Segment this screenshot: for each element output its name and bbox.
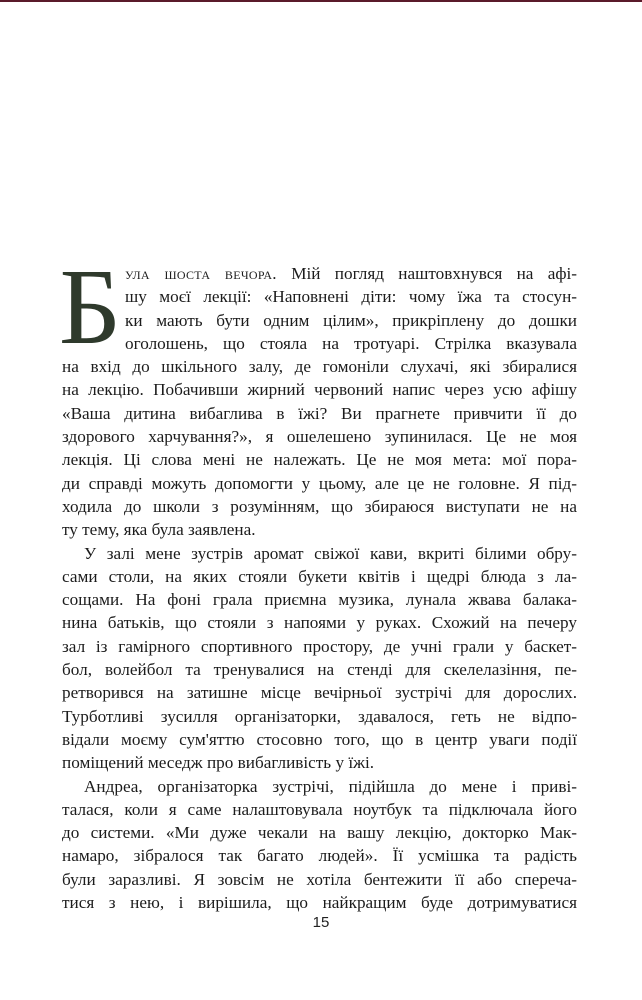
- text-line: бол, волейбол та тренувалися на стенді для скелелазіння, пе-: [62, 660, 577, 680]
- text-line: ки мають бути одним цілим», прикріплену до дошки: [125, 310, 577, 330]
- top-edge-rule: [0, 0, 642, 2]
- text-line: лекція. Ці слова мені не належать. Це не моя мета: мої пора-: [62, 450, 577, 470]
- page-number: 15: [312, 914, 330, 931]
- text-line: сощами. На фоні грала приємна музика, лунала жвава балака-: [62, 590, 577, 610]
- text-line: талася, коли я саме налаштовувала ноутбук та підключала його: [62, 799, 577, 819]
- text-line: ретворився на затишне місце вечірньої зустрічі для дорослих.: [62, 683, 577, 703]
- text-line: оголошень, що стояла на тротуарі. Стрілка вказувала: [125, 333, 577, 353]
- page-body: [59, 248, 577, 914]
- drop-cap-letter: Б: [59, 248, 122, 367]
- text-line: були заразливі. Я зовсім не хотіла бентежити її або сперечa-: [62, 869, 577, 889]
- text-line: до системи. «Ми дуже чекали на вашу лекцію, докторко Мак-: [62, 823, 577, 843]
- text-line: У залі мене зустрів аромат свіжої кави, вкриті білими обру-: [84, 543, 577, 563]
- text-line: тися з нею, і вирішила, що найкращим буде дотримуватися: [62, 893, 577, 913]
- text-line: ди справді можуть допомогти у цьому, але це не головне. Я під-: [62, 473, 577, 493]
- text-line: намаро, зібралося так багато людей». Її усмішка та радість: [62, 846, 577, 866]
- text-line: шу моєї лекції: «Наповнені діти: чому їжа та стосун-: [125, 287, 577, 307]
- text-line: зал із гамірного спортивного простору, де учні грали у баскет-: [62, 636, 577, 656]
- opening-smallcaps: ула шоста вечора.: [125, 264, 277, 283]
- text-line: нина батьків, що стояли з напоями у руках. Схожий на печеру: [62, 613, 577, 633]
- text-line: здорового харчування?», я ошелешено зупинилася. Це не моя: [62, 427, 577, 447]
- text-line: поміщений меседж про вибагливість у їжі.: [62, 753, 375, 773]
- text-line: «Ваша дитина вибаглива в їжі? Ви прагнете привчити її до: [62, 403, 577, 423]
- text-line: відали моєму сум'яттю стосовно того, що в центр уваги події: [62, 729, 577, 749]
- text-line: Андреа, організаторка зустрічі, підійшла до мене і приві-: [84, 776, 577, 796]
- text-line: на вхід до шкільного залу, де гомоніли слухачі, які збиралися: [62, 357, 577, 377]
- text-line: ходила до школи з розумінням, що збираюся виступати не на: [62, 496, 577, 516]
- text-line: [62, 262, 577, 285]
- text-line: сами столи, на яких стояли букети квітів і щедрі блюда з ла-: [62, 566, 577, 586]
- text-line: ту тему, яка була заявлена.: [62, 520, 256, 540]
- text-line: Турботливі зусилля організаторки, здавалося, геть не відпо-: [62, 706, 577, 726]
- text-line: на лекцію. Побачивши жирний червоний напис через усю афішу: [62, 380, 577, 400]
- line-text: Мій погляд наштовхнувся на афі-: [276, 264, 577, 283]
